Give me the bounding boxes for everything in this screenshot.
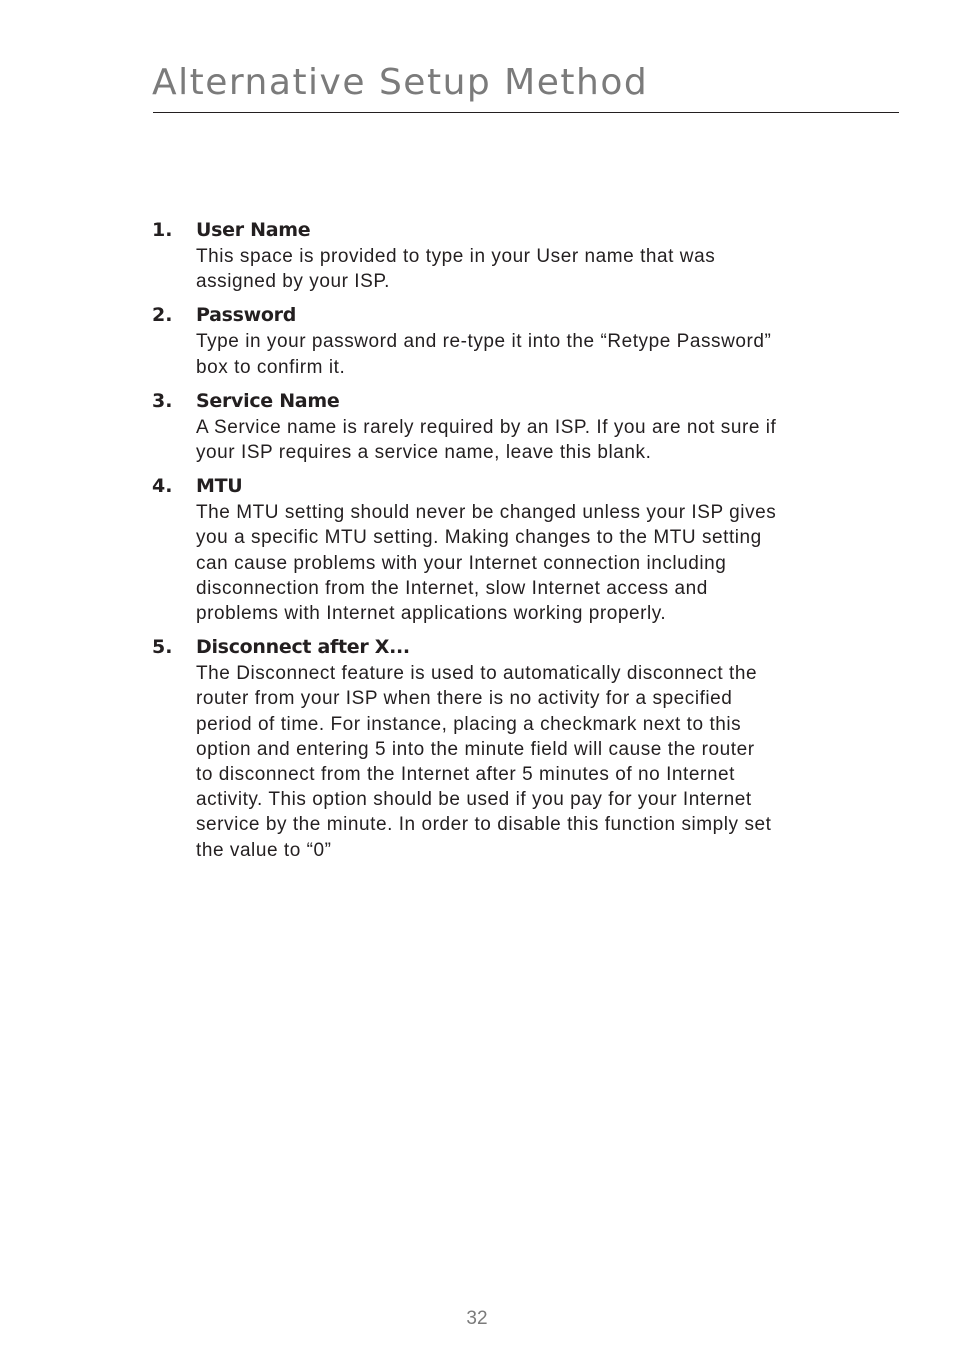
item-heading-service-name: Service Name	[196, 389, 340, 412]
page-title: Alternative Setup Method	[152, 62, 649, 103]
item-heading-password: Password	[196, 304, 297, 327]
list-item-password	[152, 301, 872, 379]
item-number: 1.	[152, 219, 173, 241]
item-number: 4.	[152, 475, 173, 498]
settings-list	[152, 216, 872, 870]
item-number: 3.	[152, 389, 173, 412]
list-item-service-name	[152, 387, 872, 465]
list-item-disconnect-after	[152, 633, 872, 863]
item-description-service-name: A Service name is rarely required by an ISP. If you are not sure if your ISP requires a service name, leave this blank.	[196, 416, 777, 464]
item-number: 2.	[152, 304, 173, 327]
item-description-password: Type in your password and re-type it into the “Retype Password” box to confirm it.	[196, 331, 772, 378]
item-body	[196, 472, 872, 626]
title-divider	[153, 112, 899, 113]
item-heading-mtu: MTU	[196, 475, 243, 498]
list-item-mtu	[152, 472, 872, 626]
item-description-disconnect-after: The Disconnect feature is used to automatically disconnect the router from your ISP when there is no activity for a specified period of time. For instance, placing a checkmark next to this option and entering 5 into the minute field will cause the router to disconnect from the Internet after 5 minutes of no Internet activity. This option should be used if you pay for your Internet service by the minute. In order to disable this function simply set the value to “0”	[196, 663, 772, 861]
item-heading-user-name: User Name	[196, 219, 311, 241]
list-item-user-name	[152, 216, 872, 294]
item-body	[196, 387, 872, 465]
item-body	[196, 301, 872, 379]
item-body	[196, 633, 872, 863]
item-body	[196, 216, 872, 294]
item-description-mtu: The MTU setting should never be changed unless your ISP gives you a specific MTU setting. Making changes to the MTU setting can cause problems with your Internet connection including disconnection from the Internet, slow Internet access and problems with Internet applications working properly.	[196, 502, 777, 625]
item-heading-disconnect-after: Disconnect after X...	[196, 636, 410, 659]
page-number: 32	[466, 1308, 488, 1329]
item-description-user-name: This space is provided to type in your User name that was assigned by your ISP.	[196, 246, 716, 293]
item-number: 5.	[152, 636, 173, 659]
